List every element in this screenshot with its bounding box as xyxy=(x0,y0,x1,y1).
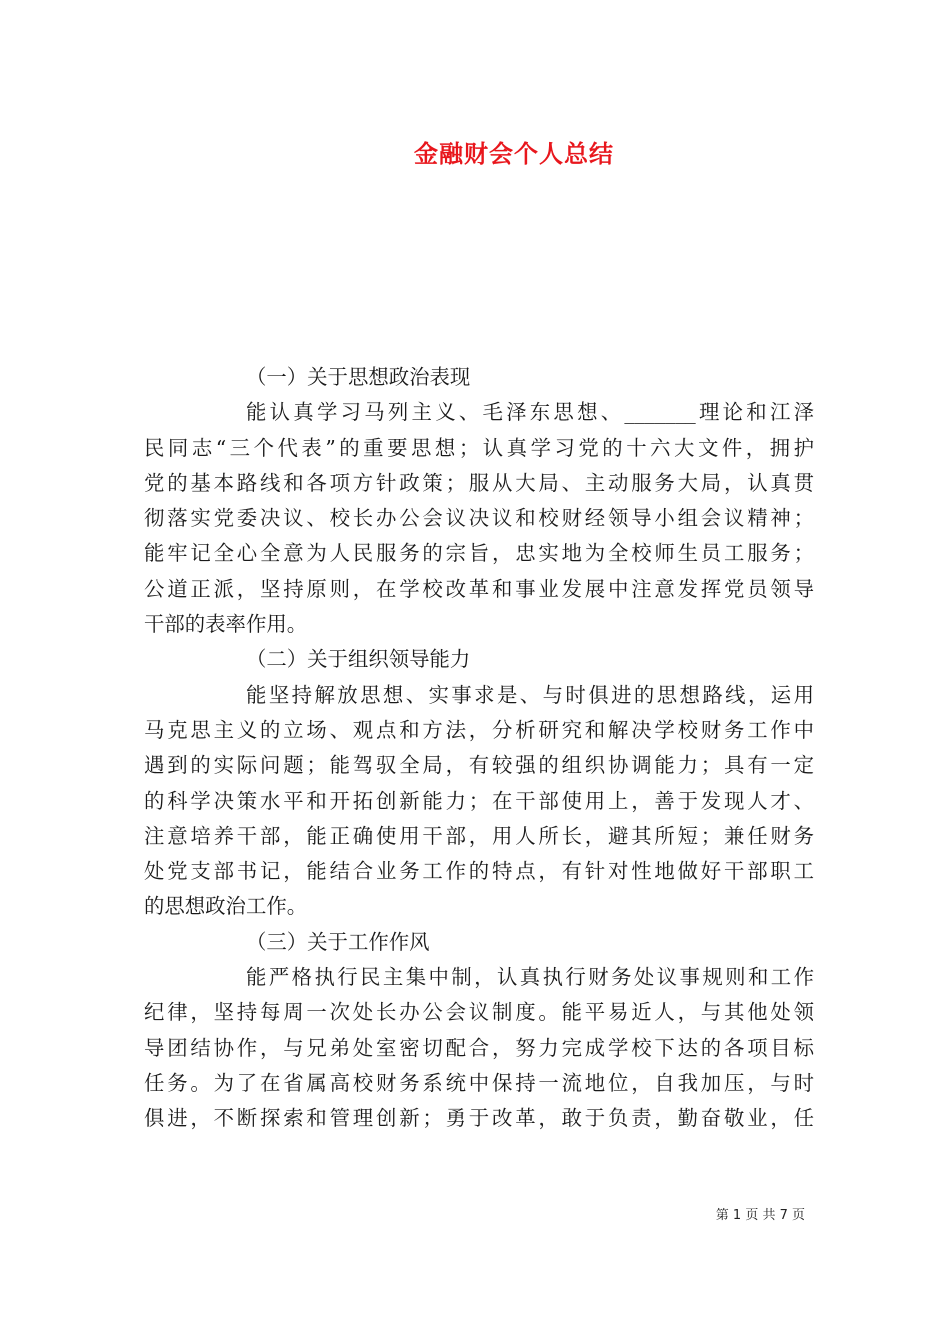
paragraph-line: 导团结协作，与兄弟处室密切配合，努力完成学校下达的各项目标 xyxy=(144,1035,814,1060)
paragraph-line: 遇到的实际问题；能驾驭全局，有较强的组织协调能力；具有一定 xyxy=(144,753,814,778)
paragraph-line: 纪律，坚持每周一次处长办公会议制度。能平易近人，与其他处领 xyxy=(144,1000,814,1025)
paragraph-line: 彻落实党委决议、校长办公会议决议和校财经领导小组会议精神； xyxy=(144,506,814,531)
paragraph-line: 处党支部书记，能结合业务工作的特点，有针对性地做好干部职工 xyxy=(144,859,814,884)
page-number: 第 1 页 共 7 页 xyxy=(715,1208,805,1223)
paragraph-line: 公道正派，坚持原则，在学校改革和事业发展中注意发挥党员领导 xyxy=(144,576,814,601)
paragraph-line: 能严格执行民主集中制，认真执行财务处议事规则和工作 xyxy=(246,965,814,990)
paragraph-line: 党的基本路线和各项方针政策；服从大局、主动服务大局，认真贯 xyxy=(144,470,814,495)
paragraph-line: 能牢记全心全意为人民服务的宗旨，忠实地为全校师生员工服务； xyxy=(144,541,814,566)
paragraph-line: 的思想政治工作。 xyxy=(144,894,308,919)
paragraph-line: 民同志“三个代表”的重要思想；认真学习党的十六大文件，拥护 xyxy=(144,435,814,460)
paragraph-line: 任务。为了在省属高校财务系统中保持一流地位，自我加压，与时 xyxy=(144,1070,814,1095)
paragraph-line: 马克思主义的立场、观点和方法，分析研究和解决学校财务工作中 xyxy=(144,717,814,742)
paragraph-line: 能认真学习马列主义、毛泽东思想、_______理论和江泽 xyxy=(246,400,814,425)
paragraph-line: 的科学决策水平和开拓创新能力；在干部使用上，善于发现人才、 xyxy=(144,788,814,813)
paragraph-line: 干部的表率作用。 xyxy=(144,612,308,637)
paragraph-line: 注意培养干部，能正确使用干部，用人所长，避其所短；兼任财务 xyxy=(144,823,814,848)
document-body xyxy=(144,360,814,1137)
paragraph-line: 俱进，不断探索和管理创新；勇于改革，敢于负责，勤奋敬业，任 xyxy=(144,1106,814,1131)
section-heading: （二）关于组织领导能力 xyxy=(246,647,471,672)
section-heading: （一）关于思想政治表现 xyxy=(246,365,471,389)
paragraph-line: 能坚持解放思想、实事求是、与时俱进的思想路线，运用 xyxy=(246,682,814,707)
document-title: 金融财会个人总结 xyxy=(414,140,614,168)
section-heading: （三）关于工作作风 xyxy=(246,929,430,954)
